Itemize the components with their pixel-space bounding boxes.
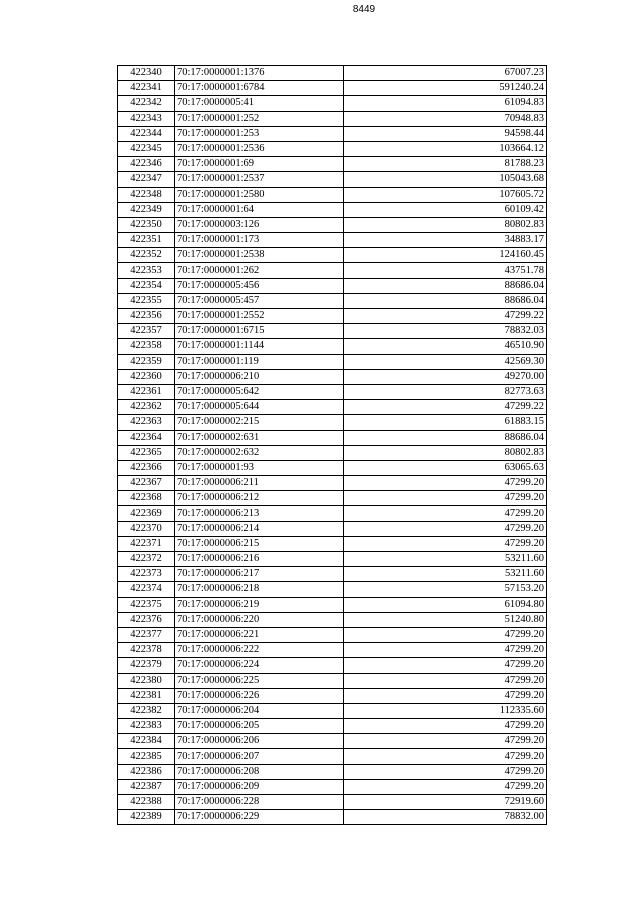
- table-row: [118, 658, 547, 673]
- table-row: [118, 187, 547, 202]
- row-number-cell: 422361: [118, 384, 175, 399]
- cadastral-number-cell: 70:17:0000003:126: [175, 217, 344, 232]
- table-row: [118, 309, 547, 324]
- row-number-cell: 422385: [118, 749, 175, 764]
- value-cell: 47299.20: [344, 521, 547, 536]
- cadastral-number-cell: 70:17:0000006:212: [175, 491, 344, 506]
- value-cell: 47299.20: [344, 476, 547, 491]
- registry-table: [117, 65, 547, 825]
- row-number-cell: 422359: [118, 354, 175, 369]
- table-row: [118, 476, 547, 491]
- value-cell: 47299.20: [344, 658, 547, 673]
- cadastral-number-cell: 70:17:0000001:1376: [175, 66, 344, 81]
- cadastral-number-cell: 70:17:0000002:215: [175, 415, 344, 430]
- value-cell: 53211.60: [344, 567, 547, 582]
- value-cell: 105043.68: [344, 172, 547, 187]
- row-number-cell: 422376: [118, 612, 175, 627]
- cadastral-number-cell: 70:17:0000005:456: [175, 278, 344, 293]
- table-row: [118, 460, 547, 475]
- cadastral-number-cell: 70:17:0000006:204: [175, 703, 344, 718]
- value-cell: 61094.80: [344, 597, 547, 612]
- cadastral-number-cell: 70:17:0000006:221: [175, 627, 344, 642]
- table-row: [118, 795, 547, 810]
- value-cell: 46510.90: [344, 339, 547, 354]
- value-cell: 80802.83: [344, 217, 547, 232]
- row-number-cell: 422342: [118, 96, 175, 111]
- table-row: [118, 445, 547, 460]
- value-cell: 81788.23: [344, 157, 547, 172]
- value-cell: 63065.63: [344, 460, 547, 475]
- table-row: [118, 536, 547, 551]
- cadastral-number-cell: 70:17:0000006:217: [175, 567, 344, 582]
- table-row: [118, 810, 547, 825]
- value-cell: 47299.20: [344, 688, 547, 703]
- row-number-cell: 422356: [118, 309, 175, 324]
- cadastral-number-cell: 70:17:0000001:6784: [175, 81, 344, 96]
- value-cell: 124160.45: [344, 248, 547, 263]
- value-cell: 88686.04: [344, 278, 547, 293]
- table-row: [118, 172, 547, 187]
- row-number-cell: 422354: [118, 278, 175, 293]
- value-cell: 94598.44: [344, 126, 547, 141]
- cadastral-number-cell: 70:17:0000005:41: [175, 96, 344, 111]
- value-cell: 88686.04: [344, 430, 547, 445]
- row-number-cell: 422374: [118, 582, 175, 597]
- cadastral-number-cell: 70:17:0000006:206: [175, 734, 344, 749]
- table-row: [118, 506, 547, 521]
- value-cell: 47299.20: [344, 627, 547, 642]
- cadastral-number-cell: 70:17:0000006:226: [175, 688, 344, 703]
- page-number: 8449: [352, 4, 376, 15]
- table-row: [118, 779, 547, 794]
- table-row: [118, 415, 547, 430]
- table-row: [118, 157, 547, 172]
- value-cell: 78832.03: [344, 324, 547, 339]
- row-number-cell: 422386: [118, 764, 175, 779]
- cadastral-number-cell: 70:17:0000006:228: [175, 795, 344, 810]
- table-row: [118, 369, 547, 384]
- value-cell: 42569.30: [344, 354, 547, 369]
- cadastral-number-cell: 70:17:0000001:2537: [175, 172, 344, 187]
- row-number-cell: 422353: [118, 263, 175, 278]
- cadastral-number-cell: 70:17:0000005:644: [175, 400, 344, 415]
- row-number-cell: 422357: [118, 324, 175, 339]
- value-cell: 47299.20: [344, 764, 547, 779]
- cadastral-number-cell: 70:17:0000006:225: [175, 673, 344, 688]
- row-number-cell: 422371: [118, 536, 175, 551]
- table-row: [118, 400, 547, 415]
- value-cell: 47299.20: [344, 673, 547, 688]
- row-number-cell: 422355: [118, 293, 175, 308]
- cadastral-number-cell: 70:17:0000006:209: [175, 779, 344, 794]
- row-number-cell: 422366: [118, 460, 175, 475]
- cadastral-number-cell: 70:17:0000001:64: [175, 202, 344, 217]
- value-cell: 47299.20: [344, 749, 547, 764]
- cadastral-number-cell: 70:17:0000006:219: [175, 597, 344, 612]
- cadastral-number-cell: 70:17:0000001:262: [175, 263, 344, 278]
- row-number-cell: 422373: [118, 567, 175, 582]
- row-number-cell: 422388: [118, 795, 175, 810]
- table-row: [118, 66, 547, 81]
- row-number-cell: 422370: [118, 521, 175, 536]
- row-number-cell: 422347: [118, 172, 175, 187]
- table-row: [118, 734, 547, 749]
- value-cell: 88686.04: [344, 293, 547, 308]
- row-number-cell: 422343: [118, 111, 175, 126]
- value-cell: 47299.20: [344, 779, 547, 794]
- cadastral-number-cell: 70:17:0000006:210: [175, 369, 344, 384]
- value-cell: 47299.20: [344, 491, 547, 506]
- table-row: [118, 749, 547, 764]
- table-row: [118, 293, 547, 308]
- row-number-cell: 422377: [118, 627, 175, 642]
- cadastral-number-cell: 70:17:0000006:211: [175, 476, 344, 491]
- value-cell: 47299.20: [344, 536, 547, 551]
- cadastral-number-cell: 70:17:0000001:2538: [175, 248, 344, 263]
- table-row: [118, 81, 547, 96]
- cadastral-number-cell: 70:17:0000001:93: [175, 460, 344, 475]
- row-number-cell: 422340: [118, 66, 175, 81]
- value-cell: 103664.12: [344, 141, 547, 156]
- row-number-cell: 422389: [118, 810, 175, 825]
- registry-table-body: [118, 66, 547, 825]
- table-row: [118, 764, 547, 779]
- cadastral-number-cell: 70:17:0000006:229: [175, 810, 344, 825]
- table-row: [118, 673, 547, 688]
- row-number-cell: 422349: [118, 202, 175, 217]
- table-row: [118, 141, 547, 156]
- cadastral-number-cell: 70:17:0000001:173: [175, 233, 344, 248]
- row-number-cell: 422350: [118, 217, 175, 232]
- table-row: [118, 339, 547, 354]
- row-number-cell: 422375: [118, 597, 175, 612]
- value-cell: 112335.60: [344, 703, 547, 718]
- row-number-cell: 422346: [118, 157, 175, 172]
- row-number-cell: 422345: [118, 141, 175, 156]
- table-row: [118, 491, 547, 506]
- cadastral-number-cell: 70:17:0000001:6715: [175, 324, 344, 339]
- cadastral-number-cell: 70:17:0000006:222: [175, 643, 344, 658]
- value-cell: 47299.20: [344, 643, 547, 658]
- cadastral-number-cell: 70:17:0000001:2536: [175, 141, 344, 156]
- table-row: [118, 96, 547, 111]
- value-cell: 60109.42: [344, 202, 547, 217]
- row-number-cell: 422381: [118, 688, 175, 703]
- value-cell: 591240.24: [344, 81, 547, 96]
- cadastral-number-cell: 70:17:0000006:220: [175, 612, 344, 627]
- table-row: [118, 278, 547, 293]
- cadastral-number-cell: 70:17:0000006:218: [175, 582, 344, 597]
- table-row: [118, 688, 547, 703]
- value-cell: 107605.72: [344, 187, 547, 202]
- table-row: [118, 233, 547, 248]
- row-number-cell: 422380: [118, 673, 175, 688]
- row-number-cell: 422378: [118, 643, 175, 658]
- value-cell: 70948.83: [344, 111, 547, 126]
- value-cell: 82773.63: [344, 384, 547, 399]
- row-number-cell: 422362: [118, 400, 175, 415]
- value-cell: 47299.20: [344, 734, 547, 749]
- value-cell: 80802.83: [344, 445, 547, 460]
- row-number-cell: 422358: [118, 339, 175, 354]
- table-row: [118, 384, 547, 399]
- value-cell: 53211.60: [344, 552, 547, 567]
- table-row: [118, 582, 547, 597]
- table-row: [118, 111, 547, 126]
- row-number-cell: 422379: [118, 658, 175, 673]
- table-row: [118, 217, 547, 232]
- value-cell: 61883.15: [344, 415, 547, 430]
- row-number-cell: 422382: [118, 703, 175, 718]
- table-row: [118, 552, 547, 567]
- table-row: [118, 703, 547, 718]
- row-number-cell: 422368: [118, 491, 175, 506]
- cadastral-number-cell: 70:17:0000001:252: [175, 111, 344, 126]
- row-number-cell: 422387: [118, 779, 175, 794]
- value-cell: 72919.60: [344, 795, 547, 810]
- table-row: [118, 567, 547, 582]
- cadastral-number-cell: 70:17:0000001:2552: [175, 309, 344, 324]
- table-row: [118, 643, 547, 658]
- cadastral-number-cell: 70:17:0000001:253: [175, 126, 344, 141]
- value-cell: 49270.00: [344, 369, 547, 384]
- cadastral-number-cell: 70:17:0000006:216: [175, 552, 344, 567]
- table-row: [118, 521, 547, 536]
- table-row: [118, 354, 547, 369]
- cadastral-number-cell: 70:17:0000006:207: [175, 749, 344, 764]
- value-cell: 34883.17: [344, 233, 547, 248]
- row-number-cell: 422369: [118, 506, 175, 521]
- row-number-cell: 422363: [118, 415, 175, 430]
- row-number-cell: 422352: [118, 248, 175, 263]
- table-row: [118, 612, 547, 627]
- table-row: [118, 126, 547, 141]
- cadastral-number-cell: 70:17:0000002:632: [175, 445, 344, 460]
- cadastral-number-cell: 70:17:0000006:213: [175, 506, 344, 521]
- row-number-cell: 422384: [118, 734, 175, 749]
- row-number-cell: 422364: [118, 430, 175, 445]
- cadastral-number-cell: 70:17:0000006:224: [175, 658, 344, 673]
- row-number-cell: 422351: [118, 233, 175, 248]
- cadastral-number-cell: 70:17:0000005:642: [175, 384, 344, 399]
- value-cell: 78832.00: [344, 810, 547, 825]
- table-row: [118, 263, 547, 278]
- table-row: [118, 248, 547, 263]
- table-row: [118, 627, 547, 642]
- value-cell: 47299.20: [344, 719, 547, 734]
- value-cell: 47299.22: [344, 309, 547, 324]
- table-row: [118, 719, 547, 734]
- row-number-cell: 422365: [118, 445, 175, 460]
- value-cell: 47299.20: [344, 506, 547, 521]
- row-number-cell: 422372: [118, 552, 175, 567]
- cadastral-number-cell: 70:17:0000001:69: [175, 157, 344, 172]
- cadastral-number-cell: 70:17:0000002:631: [175, 430, 344, 445]
- row-number-cell: 422341: [118, 81, 175, 96]
- row-number-cell: 422348: [118, 187, 175, 202]
- value-cell: 67007.23: [344, 66, 547, 81]
- row-number-cell: 422367: [118, 476, 175, 491]
- cadastral-number-cell: 70:17:0000006:215: [175, 536, 344, 551]
- value-cell: 61094.83: [344, 96, 547, 111]
- cadastral-number-cell: 70:17:0000001:119: [175, 354, 344, 369]
- cadastral-number-cell: 70:17:0000006:208: [175, 764, 344, 779]
- row-number-cell: 422360: [118, 369, 175, 384]
- cadastral-number-cell: 70:17:0000006:205: [175, 719, 344, 734]
- value-cell: 43751.78: [344, 263, 547, 278]
- table-row: [118, 202, 547, 217]
- cadastral-number-cell: 70:17:0000001:2580: [175, 187, 344, 202]
- cadastral-number-cell: 70:17:0000001:1144: [175, 339, 344, 354]
- cadastral-number-cell: 70:17:0000005:457: [175, 293, 344, 308]
- row-number-cell: 422383: [118, 719, 175, 734]
- cadastral-number-cell: 70:17:0000006:214: [175, 521, 344, 536]
- table-row: [118, 324, 547, 339]
- table-row: [118, 597, 547, 612]
- value-cell: 47299.22: [344, 400, 547, 415]
- row-number-cell: 422344: [118, 126, 175, 141]
- value-cell: 51240.80: [344, 612, 547, 627]
- value-cell: 57153.20: [344, 582, 547, 597]
- table-row: [118, 430, 547, 445]
